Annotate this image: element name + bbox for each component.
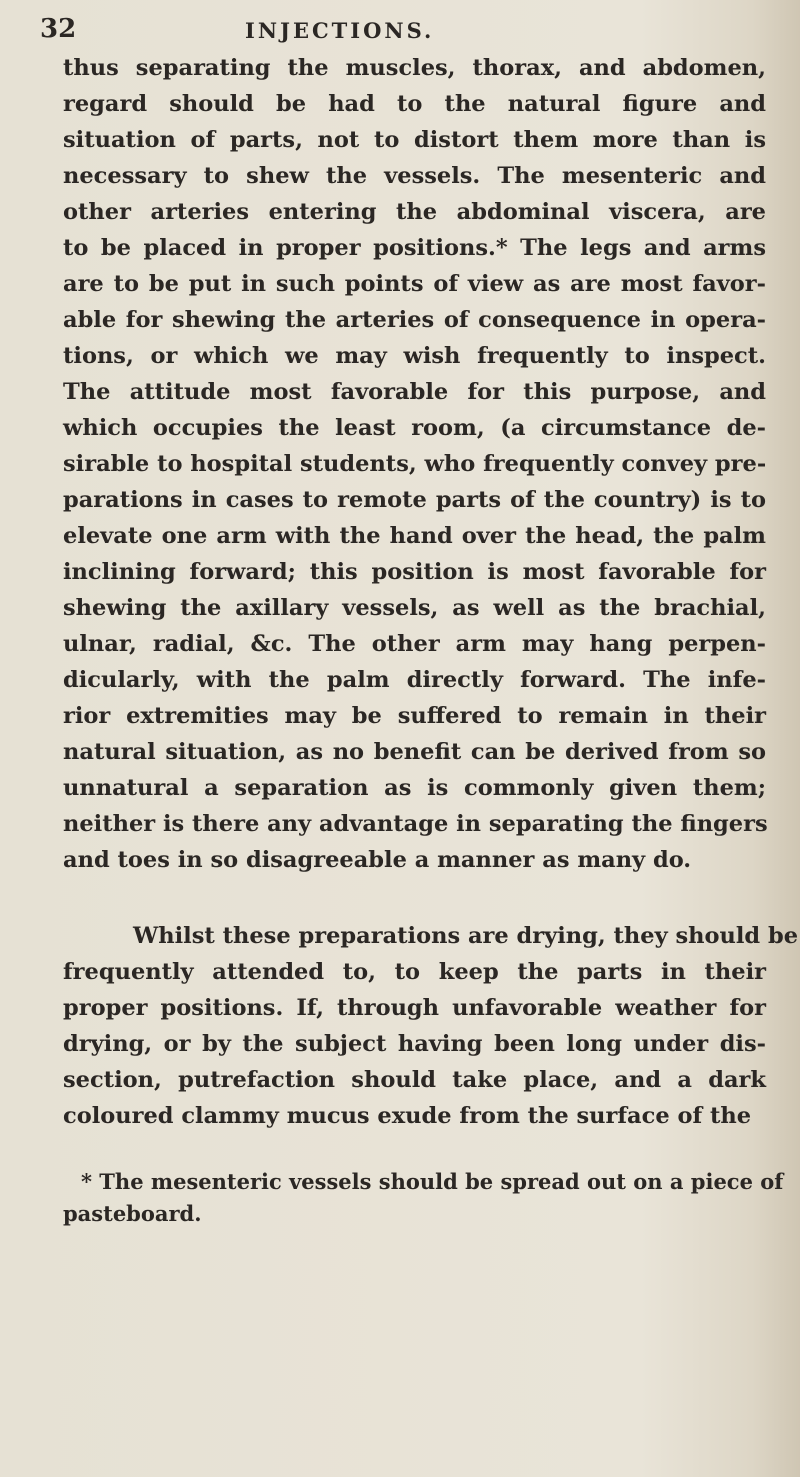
text-line: Whilst these preparations are drying, they should be bbox=[133, 923, 799, 949]
text-line: shewing the axillary vessels, as well as the brachial, bbox=[63, 595, 766, 621]
text-line: regard should be had to the natural figure and bbox=[63, 91, 766, 117]
page-body bbox=[63, 50, 799, 1134]
text-line: rior extremities may be suffered to remain in their bbox=[63, 703, 766, 729]
text-line: elevate one arm with the hand over the head, the palm bbox=[63, 523, 766, 549]
text-line: necessary to shew the vessels. The mesenteric and bbox=[63, 163, 766, 189]
text-line: inclining forward; this position is most favorable for bbox=[63, 559, 766, 585]
text-line: drying, or by the subject having been long under dis- bbox=[63, 1031, 766, 1057]
text-line: are to be put in such points of view as are most favor- bbox=[63, 271, 766, 297]
text-line: dicularly, with the palm directly forward. The infe- bbox=[63, 667, 766, 693]
text-line: pasteboard. bbox=[63, 1201, 202, 1226]
text-line: The attitude most favorable for this purpose, and bbox=[63, 379, 766, 405]
text-line: thus separating the muscles, thorax, and abdomen, bbox=[63, 55, 766, 81]
text-line: proper positions. If, through unfavorable weather for bbox=[63, 995, 766, 1021]
running-title: INJECTIONS. bbox=[245, 18, 435, 43]
paragraph-2 bbox=[63, 918, 799, 1134]
text-line: tions, or which we may wish frequently to inspect. bbox=[63, 343, 766, 369]
text-line: frequently attended to, to keep the parts in their bbox=[63, 959, 766, 985]
text-line: and toes in so disagreeable a manner as many do. bbox=[63, 847, 692, 873]
running-header bbox=[40, 14, 600, 48]
text-line: natural situation, as no benefit can be derived from so bbox=[63, 739, 766, 765]
text-line: sirable to hospital students, who frequently convey pre- bbox=[63, 451, 767, 477]
text-line: to be placed in proper positions.* The legs and arms bbox=[63, 235, 766, 261]
text-line: other arteries entering the abdominal viscera, are bbox=[63, 199, 766, 225]
text-line: unnatural a separation as is commonly given them; bbox=[63, 775, 766, 801]
text-line: able for shewing the arteries of consequence in opera- bbox=[63, 307, 766, 333]
text-line: * The mesenteric vessels should be spread out on a piece of bbox=[81, 1169, 784, 1194]
page-number: 32 bbox=[40, 14, 77, 44]
text-line: neither is there any advantage in separating the fingers bbox=[63, 811, 768, 837]
text-line: ulnar, radial, &c. The other arm may hang perpen- bbox=[63, 631, 766, 657]
text-line: which occupies the least room, (a circumstance de- bbox=[63, 415, 766, 441]
text-line: situation of parts, not to distort them more than is bbox=[63, 127, 766, 153]
text-line: section, putrefaction should take place, and a dark bbox=[63, 1067, 766, 1093]
footnote bbox=[63, 1166, 784, 1230]
text-line: coloured clammy mucus exude from the surface of the bbox=[63, 1103, 752, 1129]
text-line: parations in cases to remote parts of the country) is to bbox=[63, 487, 766, 513]
paragraph-1 bbox=[63, 50, 766, 878]
